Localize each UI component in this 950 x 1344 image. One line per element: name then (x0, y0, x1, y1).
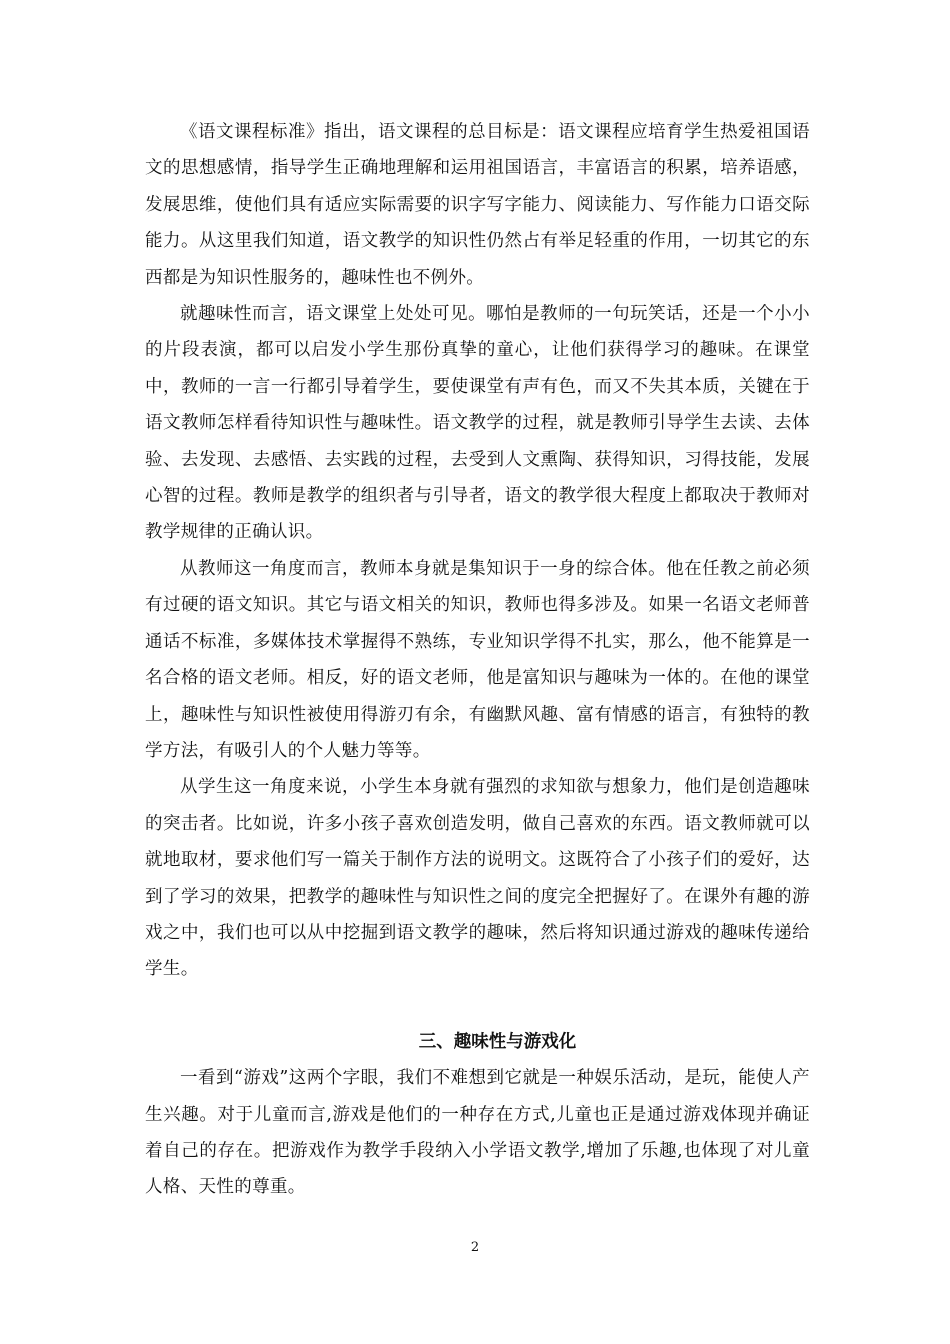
document-body (145, 114, 810, 1206)
paragraph-student-perspective: 从学生这一角度来说，小学生本身就有强烈的求知欲与想象力，他们是创造趣味的突击者。比如说，许多小孩子喜欢创造发明，做自己喜欢的东西。语文教师就可以就地取材，要求他们写一篇关于制作方法的说明文。这既符合了小孩子们的爱好，达到了学习的效果，把教学的趣味性与知识性之间的度完全把握好了。在课外有趣的游戏之中，我们也可以从中挖掘到语文教学的趣味，然后将知识通过游戏的趣味传递给学生。 (145, 777, 810, 980)
page-number: 2 (470, 1240, 480, 1255)
section-heading: 三、趣味性与游戏化 (418, 1031, 577, 1052)
paragraph-games: 一看到“游戏”这两个字眼，我们不难想到它就是一种娱乐活动，是玩，能使人产生兴趣。对于儿童而言,游戏是他们的一种存在方式,儿童也正是通过游戏体现并确证着自己的存在。把游戏作为教学手段纳入小学语文教学,增加了乐趣,也体现了对儿童人格、天性的尊重。 (145, 1068, 810, 1198)
paragraph-teacher-perspective: 从教师这一角度而言，教师本身就是集知识于一身的综合体。他在任教之前必须有过硬的语文知识。其它与语文相关的知识，教师也得多涉及。如果一名语文老师普通话不标准，多媒体技术掌握得不熟练，专业知识学得不扎实，那么，他不能算是一名合格的语文老师。相反，好的语文老师，他是富知识与趣味为一体的。在他的课堂上，趣味性与知识性被使用得游刃有余，有幽默风趣、富有情感的语言，有独特的教学方法，有吸引人的个人魅力等等。 (145, 558, 810, 761)
paragraph-interest-in-class: 就趣味性而言，语文课堂上处处可见。哪怕是教师的一句玩笑话，还是一个小小的片段表演，都可以启发小学生那份真挚的童心，让他们获得学习的趣味。在课堂中，教师的一言一行都引导着学生，要使课堂有声有色，而又不失其本质，关键在于语文教师怎样看待知识性与趣味性。语文教学的过程，就是教师引导学生去读、去体验、去发现、去感悟、去实践的过程，去受到人文熏陶、获得知识，习得技能，发展心智的过程。教师是教学的组织者与引导者，语文的教学很大程度上都取决于教师对教学规律的正确认识。 (145, 304, 810, 543)
paragraph-curriculum-goal: 《语文课程标准》指出，语文课程的总目标是：语文课程应培育学生热爱祖国语文的思想感情，指导学生正确地理解和运用祖国语言，丰富语言的积累，培养语感，发展思维，使他们具有适应实际需要的识字写字能力、阅读能力、写作能力口语交际能力。从这里我们知道，语文教学的知识性仍然占有举足轻重的作用，一切其它的东西都是为知识性服务的，趣味性也不例外。 (145, 122, 810, 288)
